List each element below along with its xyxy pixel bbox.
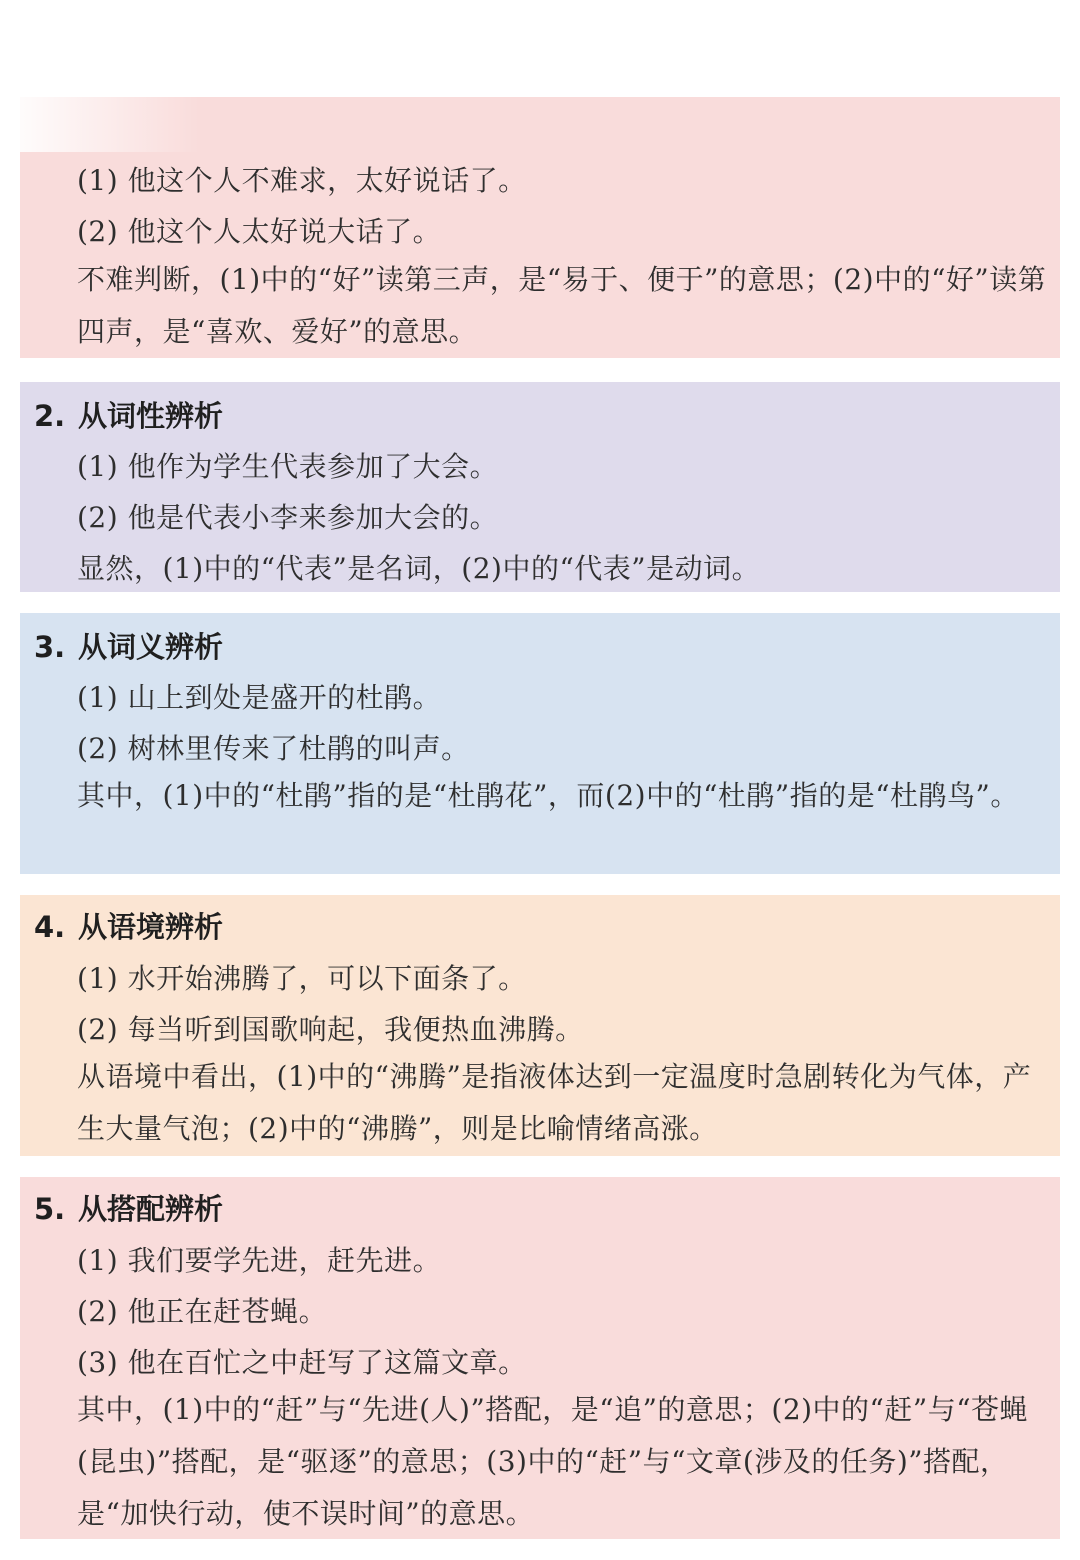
explanation-text: 显然，(1)中的“代表”是名词，(2)中的“代表”是动词。 <box>77 552 761 585</box>
section-title: 从语境辨析 <box>78 910 224 944</box>
section-number: 2. <box>34 399 66 433</box>
top-margin <box>0 0 1080 88</box>
example-line: (1) 他这个人不难求，太好说话了。 <box>77 164 527 197</box>
section-title: 从搭配辨析 <box>78 1192 224 1226</box>
explanation-text: 其中，(1)中的“赶”与“先进(人)”搭配，是“追”的意思；(2)中的“赶”与“苍蝇(昆虫)”搭配，是“驱逐”的意思；(3)中的“赶”与“文章(涉及的任务)”搭配，是“加快行动，使不误时间”的意思。 <box>77 1393 1029 1530</box>
faded-corner <box>20 97 200 152</box>
section-number: 3. <box>34 630 66 664</box>
section-heading <box>34 625 223 666</box>
explanation-text: 从语境中看出，(1)中的“沸腾”是指液体达到一定温度时急剧转化为气体，产生大量气泡；(2)中的“沸腾”，则是比喻情绪高涨。 <box>77 1060 1032 1145</box>
explanation-text: 不难判断，(1)中的“好”读第三声，是“易于、便于”的意思；(2)中的“好”读第四声，是“喜欢、爱好”的意思。 <box>77 263 1047 348</box>
example-line: (2) 他正在赶苍蝇。 <box>77 1295 328 1328</box>
section-heading <box>34 1187 223 1228</box>
section-pronunciation-continued <box>20 97 1060 358</box>
example-line: (3) 他在百忙之中赶写了这篇文章。 <box>77 1346 527 1379</box>
example-line: (1) 山上到处是盛开的杜鹃。 <box>77 681 442 714</box>
example-line: (1) 他作为学生代表参加了大会。 <box>77 450 499 483</box>
section-collocation <box>20 1177 1060 1539</box>
example-line: (2) 他这个人太好说大话了。 <box>77 215 442 248</box>
section-number: 5. <box>34 1192 66 1226</box>
section-title: 从词义辨析 <box>78 630 224 664</box>
example-line: (2) 他是代表小李来参加大会的。 <box>77 501 499 534</box>
example-line: (1) 我们要学先进，赶先进。 <box>77 1244 442 1277</box>
section-word-meaning <box>20 613 1060 874</box>
example-line: (2) 每当听到国歌响起，我便热血沸腾。 <box>77 1013 584 1046</box>
section-title: 从词性辨析 <box>78 399 224 433</box>
section-context <box>20 895 1060 1156</box>
section-number: 4. <box>34 910 66 944</box>
section-heading <box>34 394 223 435</box>
example-line: (1) 水开始沸腾了，可以下面条了。 <box>77 962 527 995</box>
section-part-of-speech <box>20 382 1060 592</box>
example-line: (2) 树林里传来了杜鹃的叫声。 <box>77 732 470 765</box>
section-heading <box>34 905 223 946</box>
explanation-text: 其中，(1)中的“杜鹃”指的是“杜鹃花”，而(2)中的“杜鹃”指的是“杜鹃鸟”。 <box>77 779 1019 812</box>
